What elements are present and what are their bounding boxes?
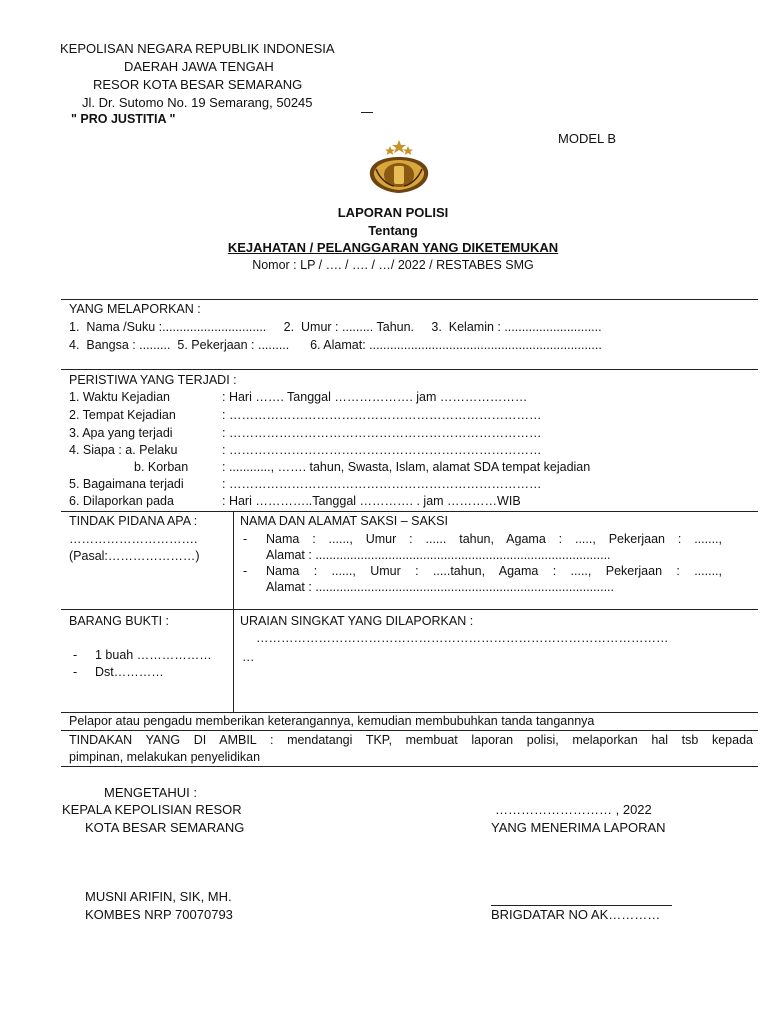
saksi-heading: NAMA DAN ALAMAT SAKSI – SAKSI xyxy=(240,514,448,528)
report-title: LAPORAN POLISI xyxy=(337,205,449,220)
report-tentang: Tentang xyxy=(368,223,418,238)
saksi-1-line-1: Nama : ......, Umur : ...... tahun, Agama : ....., Pekerjaan : ......., xyxy=(266,532,722,546)
tindakan-line-2: pimpinan, melakukan penyelidikan xyxy=(69,750,261,764)
peristiwa-label: 1. Waktu Kejadian xyxy=(69,390,170,404)
peristiwa-label: 4. Siapa : a. Pelaku xyxy=(69,443,178,457)
pelapor-row-2: 4. Bangsa : ......... 5. Pekerjaan : ......... 6. Alamat: ................................................................... xyxy=(69,338,602,352)
tindak-pidana-dots: …………………………. xyxy=(69,532,198,546)
peristiwa-value: : ………………………………………………………………… xyxy=(222,477,542,491)
tindak-pidana-heading: TINDAK PIDANA APA : xyxy=(69,514,198,528)
peristiwa-value: : ………………………………………………………………… xyxy=(222,426,542,440)
peristiwa-value: : ………………………………………………………………… xyxy=(222,443,542,457)
peristiwa-value: : Hari …………..Tanggal …………. . jam …………WIB xyxy=(222,494,521,508)
report-number: Nomor : LP / …. / …. / …/ 2022 / RESTABES SMG xyxy=(252,258,534,272)
peristiwa-label: b. Korban xyxy=(134,460,189,474)
column-divider xyxy=(233,511,234,712)
saksi-2-line-1: Nama : ......, Umur : .....tahun, Agama : ....., Pekerjaan : ......., xyxy=(266,564,722,578)
header-line-3: RESOR KOTA BESAR SEMARANG xyxy=(93,77,303,92)
peristiwa-value: : ............, ……. tahun, Swasta, Islam, alamat SDA tempat kejadian xyxy=(222,460,591,474)
header-line-4: Jl. Dr. Sutomo No. 19 Semarang, 50245 xyxy=(82,95,313,110)
report-date: ……………………… , 2022 xyxy=(495,802,652,817)
peristiwa-heading: PERISTIWA YANG TERJADI : xyxy=(69,373,237,387)
header-line-1: KEPOLISAN NEGARA REPUBLIK INDONESIA xyxy=(60,41,335,56)
divider xyxy=(61,299,758,300)
saksi-1-line-2: Alamat : ..................................................................................... xyxy=(266,548,611,562)
receiver-name: BRIGDATAR NO AK………… xyxy=(491,907,661,922)
police-emblem-icon xyxy=(364,139,434,195)
peristiwa-value: : Hari ……. Tanggal ………………. jam ………………… xyxy=(222,390,528,404)
peristiwa-value: : ………………………………………………………………… xyxy=(222,408,542,422)
divider xyxy=(61,766,758,767)
divider xyxy=(61,511,758,512)
barang-bukti-dash: - xyxy=(73,648,78,662)
divider xyxy=(61,609,758,610)
pelapor-row-1: 1. Nama /Suku :.............................. 2. Umur : ......... Tahun. 3. Kelamin : ............................ xyxy=(69,320,602,334)
peristiwa-label: 2. Tempat Kejadian xyxy=(69,408,176,422)
barang-bukti-item: Dst………… xyxy=(95,665,164,679)
divider xyxy=(61,369,758,370)
pelapor-note: Pelapor atau pengadu memberikan keterangannya, kemudian membubuhkan tanda tangannya xyxy=(69,714,595,728)
saksi-dash: - xyxy=(243,564,248,578)
signature-line xyxy=(491,905,672,906)
receiver-title: YANG MENERIMA LAPORAN xyxy=(491,820,666,835)
tindakan-line-1: TINDAKAN YANG DI AMBIL : mendatangi TKP, membuat laporan polisi, melaporkan hal tsb kepada xyxy=(69,733,753,747)
pelapor-heading: YANG MELAPORKAN : xyxy=(69,302,201,316)
kapolres-title: KEPALA KEPOLISIAN RESOR xyxy=(62,802,242,817)
uraian-line-1: ……………………………………………………………………………………… xyxy=(256,631,669,645)
uraian-line-2: … xyxy=(242,650,255,664)
peristiwa-label: 5. Bagaimana terjadi xyxy=(69,477,184,491)
model-label: MODEL B xyxy=(558,131,617,146)
barang-bukti-dash: - xyxy=(73,665,78,679)
kapolres-nrp: KOMBES NRP 70070793 xyxy=(85,907,233,922)
barang-bukti-heading: BARANG BUKTI : xyxy=(69,614,170,628)
barang-bukti-item: 1 buah ……………… xyxy=(95,648,212,662)
divider xyxy=(61,712,758,713)
kapolres-title-2: KOTA BESAR SEMARANG xyxy=(85,820,245,835)
uraian-heading: URAIAN SINGKAT YANG DILAPORKAN : xyxy=(240,614,474,628)
divider xyxy=(61,730,758,731)
peristiwa-label: 6. Dilaporkan pada xyxy=(69,494,174,508)
tindak-pidana-pasal: (Pasal:…………………) xyxy=(69,549,200,563)
kapolres-name: MUSNI ARIFIN, SIK, MH. xyxy=(85,889,232,904)
header-mark xyxy=(361,112,373,113)
saksi-2-line-2: Alamat : ...................................................................................... xyxy=(266,580,614,594)
pro-justitia: " PRO JUSTITIA " xyxy=(71,112,176,126)
saksi-dash: - xyxy=(243,532,248,546)
peristiwa-label: 3. Apa yang terjadi xyxy=(69,426,173,440)
mengetahui-label: MENGETAHUI : xyxy=(104,785,197,800)
header-line-2: DAERAH JAWA TENGAH xyxy=(124,59,274,74)
report-subject: KEJAHATAN / PELANGGARAN YANG DIKETEMUKAN xyxy=(227,240,559,255)
